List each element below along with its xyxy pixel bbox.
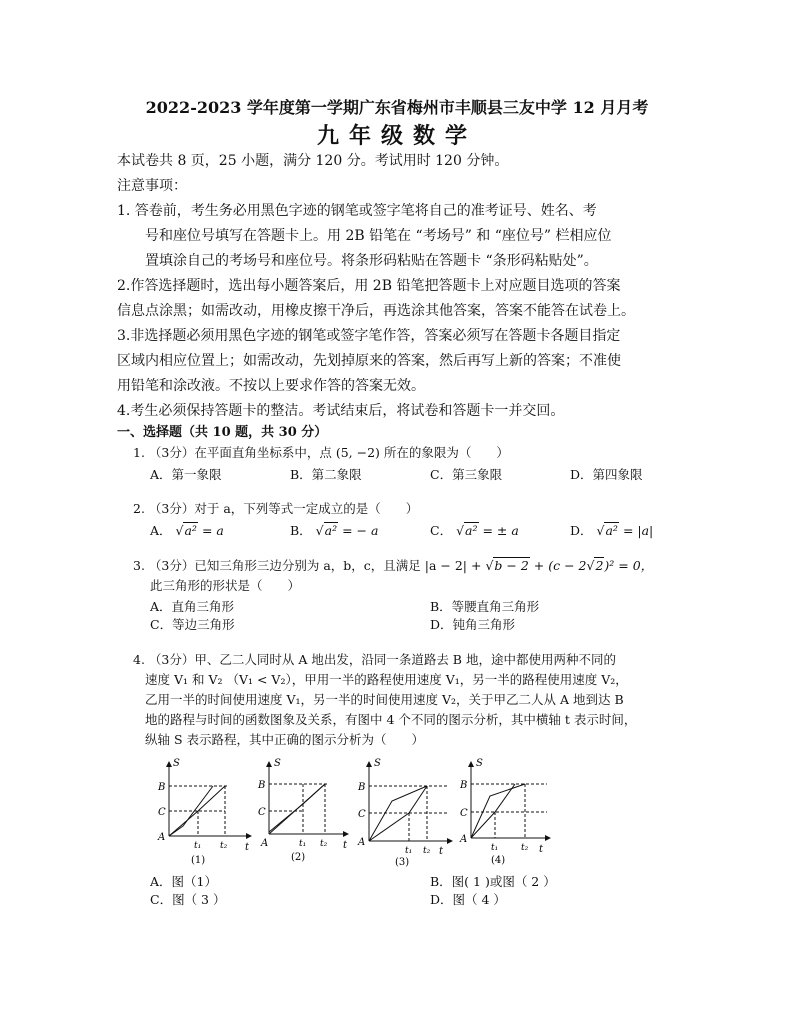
q2-c-sqrt: √a² bbox=[456, 523, 478, 538]
q4-line2: 速度 V₁ 和 V₂ （V₁ < V₂），甲用一半的路程使用速度 V₁，另一半的路程使用速度 V₂， bbox=[145, 672, 628, 687]
q4-graph-1 bbox=[153, 756, 253, 868]
q2-a-sqrt: √a² bbox=[175, 523, 197, 538]
caption-4: (4) bbox=[491, 855, 506, 866]
note-2a: 2.作答选择题时，选出每小题答案后，用 2B 铅笔把答题卡上对应题目选项的答案 bbox=[117, 278, 621, 294]
caption-3: (3) bbox=[395, 857, 410, 868]
q2-d-sqrt: √a² bbox=[596, 523, 618, 538]
t2-label: t₂ bbox=[220, 841, 228, 851]
q3-stem bbox=[133, 557, 653, 575]
q4-graph-2 bbox=[253, 756, 353, 868]
c-label: C bbox=[158, 807, 166, 818]
q2-option-a[interactable] bbox=[150, 522, 224, 540]
q1-stem: 1. （3分）在平面直角坐标系中，点 (5, −2) 所在的象限为（ ） bbox=[133, 445, 509, 460]
q2-c-rhs: = ± a bbox=[482, 523, 519, 538]
a-label: A bbox=[158, 832, 166, 843]
caption-2: (2) bbox=[291, 852, 306, 863]
a-label: A bbox=[460, 834, 468, 845]
path-a bbox=[471, 784, 515, 838]
a-label: A bbox=[261, 838, 269, 849]
q4-option-c[interactable]: C．图（ 3 ） bbox=[150, 892, 226, 907]
notes-heading: 注意事项： bbox=[117, 178, 187, 194]
t2-label: t₂ bbox=[423, 846, 431, 856]
subject-title: 九年级数学 bbox=[316, 123, 477, 149]
path-b bbox=[269, 784, 325, 832]
q4-line4: 地的路程与时间的函数图象及关系，有图中 4 个不同的图示分析，其中横轴 t 表示时间， bbox=[145, 712, 637, 727]
s-label: S bbox=[476, 758, 483, 769]
q3-stem-part-b: + (c − 2 bbox=[533, 558, 587, 573]
section-heading: 一、选择题（共 10 题，共 30 分） bbox=[117, 425, 328, 440]
t-label: t bbox=[539, 844, 544, 855]
q4-line3: 乙用一半的时间使用速度 V₁，另一半的时间使用速度 V₂，关于甲乙二人从 A 地到达 B bbox=[145, 692, 624, 707]
q1-option-c[interactable]: C．第三象限 bbox=[430, 467, 503, 482]
q2-a-label: A． bbox=[150, 523, 172, 538]
note-3c: 用铅笔和涂改液。不按以上要求作答的答案无效。 bbox=[117, 378, 425, 394]
q2-option-b[interactable] bbox=[290, 522, 378, 540]
q1-option-b[interactable]: B．第二象限 bbox=[290, 467, 362, 482]
c-label: C bbox=[460, 808, 468, 819]
q3-stem-part-a: 3. （3分）已知三角形三边分别为 a，b，c，且满足 |a − 2| + bbox=[133, 558, 482, 573]
note-1c: 置填涂自己的考场号和座位号。将条形码粘贴在答题卡 “条形码粘贴处”。 bbox=[145, 253, 598, 269]
q1-option-d[interactable]: D．第四象限 bbox=[570, 467, 643, 482]
q3-option-a[interactable]: A．直角三角形 bbox=[150, 599, 235, 614]
t2-label: t₂ bbox=[320, 839, 328, 849]
q2-stem: 2. （3分）对于 a，下列等式一定成立的是（ ） bbox=[133, 501, 419, 516]
q3-option-b[interactable]: B．等腰直角三角形 bbox=[430, 599, 540, 614]
q2-d-label: D． bbox=[570, 523, 593, 538]
c-label: C bbox=[358, 809, 366, 820]
note-2b: 信息点涂黑；如需改动，用橡皮擦干净后，再选涂其他答案，答案不能答在试卷上。 bbox=[117, 303, 635, 319]
t1-label: t₁ bbox=[299, 839, 307, 849]
t2-label: t₂ bbox=[521, 843, 529, 853]
q3-stem-part-c: )² = 0， bbox=[604, 558, 654, 573]
note-3b: 区域内相应位置上；如需改动，先划掉原来的答案，然后再写上新的答案；不准使 bbox=[117, 353, 621, 369]
t-label: t bbox=[343, 840, 348, 851]
t-label: t bbox=[245, 842, 250, 853]
caption-1: (1) bbox=[191, 855, 206, 866]
q1-option-a[interactable]: A．第一象限 bbox=[150, 467, 222, 482]
q2-option-d[interactable] bbox=[570, 522, 653, 540]
b-label: B bbox=[460, 780, 468, 791]
q4-option-a[interactable]: A．图（1） bbox=[150, 874, 217, 889]
q3-option-d[interactable]: D．钝角三角形 bbox=[430, 617, 516, 632]
t1-label: t₁ bbox=[194, 841, 202, 851]
b-label: B bbox=[158, 782, 166, 793]
q3-option-c[interactable]: C．等边三角形 bbox=[150, 617, 235, 632]
path-a bbox=[369, 786, 427, 841]
t1-label: t₁ bbox=[405, 846, 413, 856]
note-1b: 号和座位号填写在答题卡上。用 2B 铅笔在 “考场号” 和 “座位号” 栏相应位 bbox=[145, 228, 612, 244]
q4-line5: 纵轴 S 表示路程，其中正确的图示分析为（ ） bbox=[145, 732, 425, 747]
q2-a-rhs: = a bbox=[201, 523, 224, 538]
q3-sqrt2: √2 bbox=[586, 558, 604, 573]
b-label: B bbox=[258, 780, 266, 791]
t1-label: t₁ bbox=[491, 843, 499, 853]
q2-b-label: B． bbox=[290, 523, 312, 538]
q3-stem-line2: 此三角形的形状是（ ） bbox=[150, 578, 301, 593]
q4-graph-3 bbox=[357, 756, 457, 868]
q2-b-sqrt: √a² bbox=[315, 523, 338, 538]
a-label: A bbox=[358, 837, 366, 848]
q2-d-rhs: = |a| bbox=[622, 523, 654, 538]
note-1a: 1. 答卷前，考生务必用黑色字迹的钢笔或签字笔将自己的准考证号、姓名、考 bbox=[117, 203, 597, 219]
s-label: S bbox=[173, 758, 180, 769]
c-label: C bbox=[258, 807, 266, 818]
s-label: S bbox=[274, 758, 281, 769]
q2-option-c[interactable] bbox=[430, 522, 519, 540]
s-label: S bbox=[374, 758, 381, 769]
q2-b-rhs: = − a bbox=[342, 523, 379, 538]
exam-intro: 本试卷共 8 页，25 小题，满分 120 分。考试用时 120 分钟。 bbox=[117, 153, 509, 169]
b-label: B bbox=[358, 782, 366, 793]
t-label: t bbox=[439, 846, 444, 857]
q4-option-d[interactable]: D．图（ 4 ） bbox=[430, 892, 506, 907]
note-3a: 3.非选择题必须用黑色字迹的钢笔或签字笔作答，答案必须写在答题卡各题目指定 bbox=[117, 328, 621, 344]
exam-title: 2022-2023 学年度第一学期广东省梅州市丰顺县三友中学 12 月月考 bbox=[145, 98, 649, 117]
q2-c-label: C． bbox=[430, 523, 453, 538]
q3-sqrt: √b − 2 bbox=[485, 558, 529, 573]
q4-line1: 4. （3分）甲、乙二人同时从 A 地出发，沿同一条道路去 B 地，途中都使用两种不同的 bbox=[133, 652, 616, 667]
note-4: 4.考生必须保持答题卡的整洁。考试结束后，将试卷和答题卡一并交回。 bbox=[117, 403, 565, 419]
path-b bbox=[369, 786, 427, 841]
q4-graph-4 bbox=[455, 756, 555, 868]
q4-option-b[interactable]: B．图( 1 )或图（ 2 ） bbox=[430, 874, 556, 889]
